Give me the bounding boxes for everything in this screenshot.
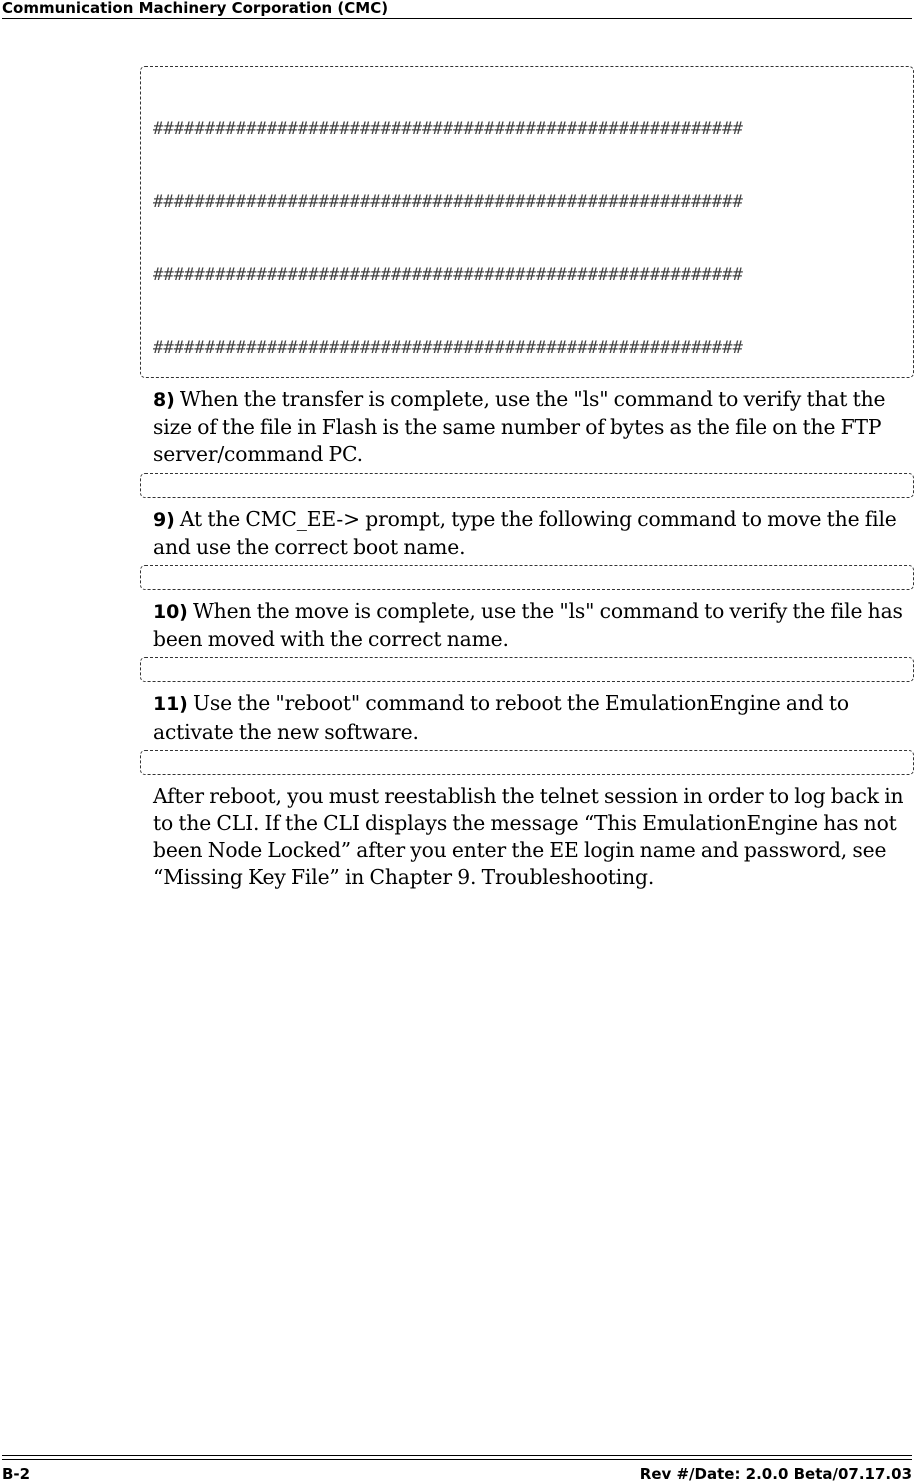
step-9-paragraph [140, 506, 914, 561]
step-10-command [194, 681, 318, 682]
step-10-paragraph [140, 598, 914, 653]
closing-paragraph: After reboot, you must reestablish the telnet session in order to log back in to the CLI. If the CLI displays the message “This EmulationEngine has not been Node Locked” after you enter the EE login name and password, see “Missing Key File” in Chapter 9. Troubleshooting. [153, 783, 904, 890]
document-content [140, 66, 914, 892]
revision-date: Rev #/Date: 2.0.0 Beta/07.17.03 [639, 1465, 912, 1483]
transfer-output-line: ######################################################### [153, 338, 743, 359]
step-11-number: 11) [153, 693, 188, 716]
transfer-output-box [140, 66, 914, 378]
step-8-command [194, 497, 318, 498]
transfer-output-line: ######################################################### [153, 192, 743, 213]
step-8-number: 8) [153, 389, 175, 411]
step-11-command-box [140, 750, 914, 775]
step-11-paragraph [140, 690, 914, 745]
step-9-text: At the CMC_EE-> prompt, type the following command to move the file and use the correct boot name. [153, 506, 897, 559]
step-8-command-box [140, 473, 914, 498]
page-header-title: Communication Machinery Corporation (CMC) [2, 0, 389, 17]
step-10-number: 10) [153, 601, 188, 624]
step-10-text: When the move is complete, use the "ls" command to verify the file has been moved with the correct name. [153, 599, 903, 652]
step-11-command [194, 774, 360, 775]
step-9-command [194, 589, 535, 590]
step-11-text: Use the "reboot" command to reboot the EmulationEngine and to activate the new software. [153, 691, 849, 744]
page-header [2, 0, 912, 19]
step-9-number: 9) [153, 508, 175, 531]
page-number: B-2 [2, 1465, 31, 1483]
step-8-paragraph [140, 386, 914, 469]
step-10-command-box [140, 657, 914, 682]
transfer-output-line: ######################################################### [153, 265, 743, 286]
step-8-text: When the transfer is complete, use the "ls" command to verify that the size of the file in Flash is the same number of bytes as the file on the FTP server/command PC. [153, 387, 886, 467]
step-9-command-box [140, 565, 914, 590]
transfer-output-line: ######################################################### [153, 118, 743, 139]
page-footer [2, 1459, 912, 1483]
